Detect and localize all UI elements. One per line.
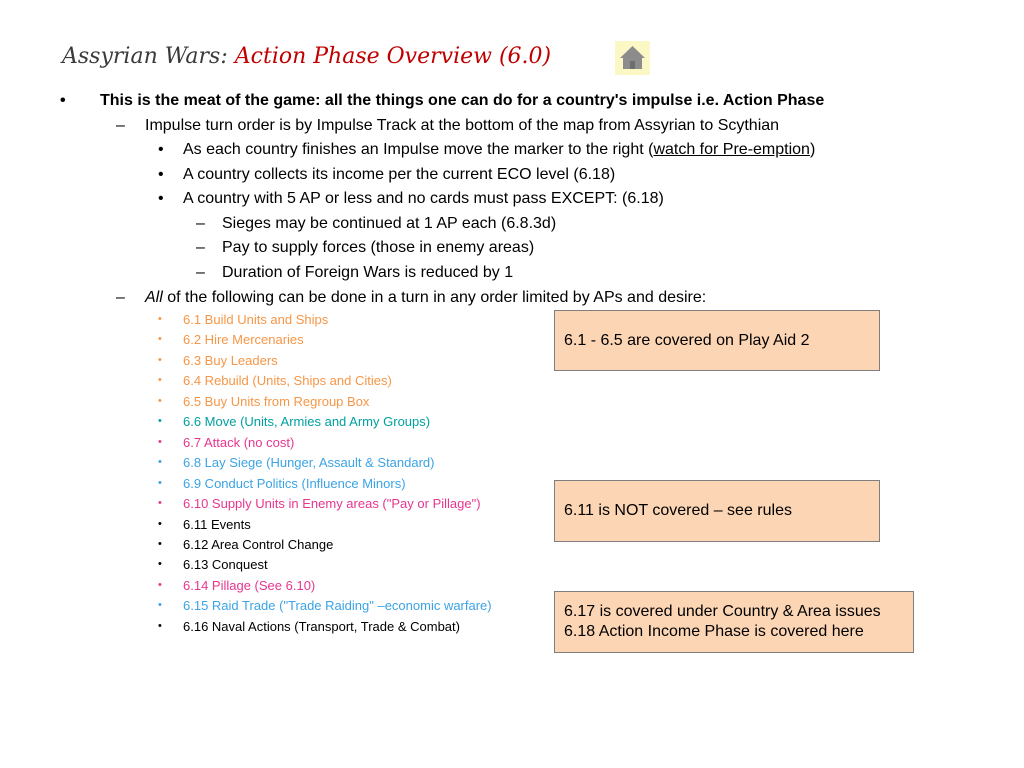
dash-marker: – [116,289,125,306]
action-item: 6.9 Conduct Politics (Influence Minors) [183,476,406,491]
note-play-aid-text: 6.1 - 6.5 are covered on Play Aid 2 [564,331,810,349]
exception-item: Pay to supply forces (those in enemy areas) [222,239,535,256]
exception-item: Duration of Foreign Wars is reduced by 1 [222,264,514,281]
bullet-marker: • [158,190,164,207]
bullet-marker: • [158,333,162,345]
action-item: 6.1 Build Units and Ships [183,312,329,327]
bullet-marker: • [158,456,162,468]
bullet-marker: • [158,313,162,325]
main-bullet: This is the meat of the game: all the things one can do for a country's impulse i.e. Action Phase [100,92,825,109]
action-item: 6.5 Buy Units from Regroup Box [183,394,370,409]
note-play-aid [554,310,880,371]
title-main: Action Phase Overview (6.0) [234,44,552,69]
all-rest: of the following can be done in a turn in any order limited by APs and desire: [162,289,707,306]
dash-marker: – [116,117,125,134]
finish-text-before: As each country finishes an Impulse move the marker to the right ( [183,141,654,158]
bullet-marker: • [158,477,162,489]
income-bullet: A country collects its income per the current ECO level (6.18) [183,166,616,183]
bullet-marker: • [158,599,162,611]
action-item: 6.7 Attack (no cost) [183,435,295,450]
all-italic: All [145,289,163,306]
home-icon [615,41,650,75]
exception-item: Sieges may be continued at 1 AP each (6.8.3d) [222,215,557,232]
bullet-marker: • [158,579,162,591]
bullet-marker: • [158,166,164,183]
action-item: 6.10 Supply Units in Enemy areas ("Pay or Pillage") [183,496,481,511]
action-item: 6.12 Area Control Change [183,537,334,552]
note-covered-line: 6.17 is covered under Country & Area issues [564,603,881,620]
bullet-marker: • [158,374,162,386]
note-not-covered [554,480,880,542]
note-covered [554,591,914,653]
bullet-marker: • [158,620,162,632]
dash-marker: – [196,239,205,256]
bullet-marker: • [158,538,162,550]
finish-bullet [183,141,815,159]
dash-marker: – [196,264,205,281]
action-item: 6.14 Pillage (See 6.10) [183,578,316,593]
action-item: 6.15 Raid Trade ("Trade Raiding" –economic warfare) [183,598,492,613]
action-item: 6.2 Hire Mercenaries [183,332,304,347]
note-not-covered-text: 6.11 is NOT covered – see rules [564,502,792,519]
pass-bullet: A country with 5 AP or less and no cards must pass EXCEPT: (6.18) [183,190,664,207]
bullet-marker: • [60,92,66,109]
bullet-marker: • [158,518,162,530]
all-bullet [145,289,706,307]
bullet-marker: • [158,497,162,509]
home-button[interactable] [615,41,650,75]
action-item: 6.6 Move (Units, Armies and Army Groups) [183,414,431,429]
action-item: 6.11 Events [183,517,251,532]
impulse-bullet: Impulse turn order is by Impulse Track at the bottom of the map from Assyrian to Scythian [145,117,780,134]
pre-emption-link[interactable]: watch for Pre-emption [653,141,810,158]
bullet-marker: • [158,141,164,158]
bullet-marker: • [158,436,162,448]
action-item: 6.4 Rebuild (Units, Ships and Cities) [183,373,392,388]
bullet-marker: • [158,558,162,570]
bullet-marker: • [158,354,162,366]
finish-text-after: ) [809,141,816,158]
action-item: 6.13 Conquest [183,557,268,572]
title-prefix: Assyrian Wars: [62,44,235,69]
page-title [62,44,551,69]
dash-marker: – [196,215,205,232]
bullet-marker: • [158,395,162,407]
bullet-marker: • [158,415,162,427]
note-covered-line: 6.18 Action Income Phase is covered here [564,623,864,640]
action-item: 6.3 Buy Leaders [183,353,278,368]
action-item: 6.8 Lay Siege (Hunger, Assault & Standard) [183,455,435,470]
action-item: 6.16 Naval Actions (Transport, Trade & Combat) [183,619,460,634]
